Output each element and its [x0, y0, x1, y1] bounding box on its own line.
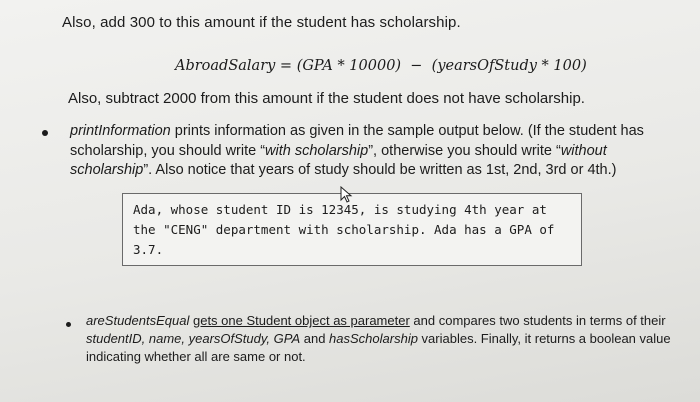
- with-scholarship-phrase: with scholarship: [265, 142, 369, 159]
- bullet-icon: [66, 322, 71, 327]
- compared-fields: studentID, name, yearsOfStudy, GPA: [86, 331, 301, 346]
- are-equal-text-c: variables. Finally, it returns a boolean value indicating whether all are same or not.: [86, 331, 671, 364]
- are-equal-text-b: and: [300, 331, 330, 346]
- print-info-text-b: ”, otherwise you should write “: [368, 142, 561, 159]
- print-info-text-a: prints information as given in the sample output below. (If the student has scholarship, you should write “: [70, 123, 644, 159]
- are-equal-text-a: and compares two students in terms of their: [409, 313, 666, 328]
- parameter-link[interactable]: gets one Student object as parameter: [192, 313, 410, 328]
- instruction-subtract-no-scholarship: Also, subtract 2000 from this amount if the student does not have scholarship.: [68, 90, 585, 107]
- print-info-text-c: ”. Also notice that years of study should be written as 1st, 2nd, 3rd or 4th.): [143, 162, 617, 178]
- abroad-salary-formula: AbroadSalary = (GPA * 10000) − (yearsOfStudy * 100): [175, 58, 587, 74]
- sample-output-box: Ada, whose student ID is 12345, is studying 4th year at the "CENG" department with scholarship. Ada has a GPA of 3.7.: [122, 193, 582, 266]
- print-information-description: [70, 122, 680, 181]
- bullet-icon: [42, 130, 48, 136]
- has-scholarship-field: hasScholarship: [329, 331, 418, 346]
- instruction-add-scholarship: Also, add 300 to this amount if the student has scholarship.: [62, 14, 461, 31]
- are-students-equal-description: [86, 312, 681, 366]
- mouse-cursor-icon: [340, 186, 354, 204]
- method-name-are-students-equal: areStudentsEqual: [86, 313, 190, 328]
- method-name-print-information: printInformation: [70, 123, 171, 139]
- without-scholarship-phrase: without scholarship: [70, 142, 607, 178]
